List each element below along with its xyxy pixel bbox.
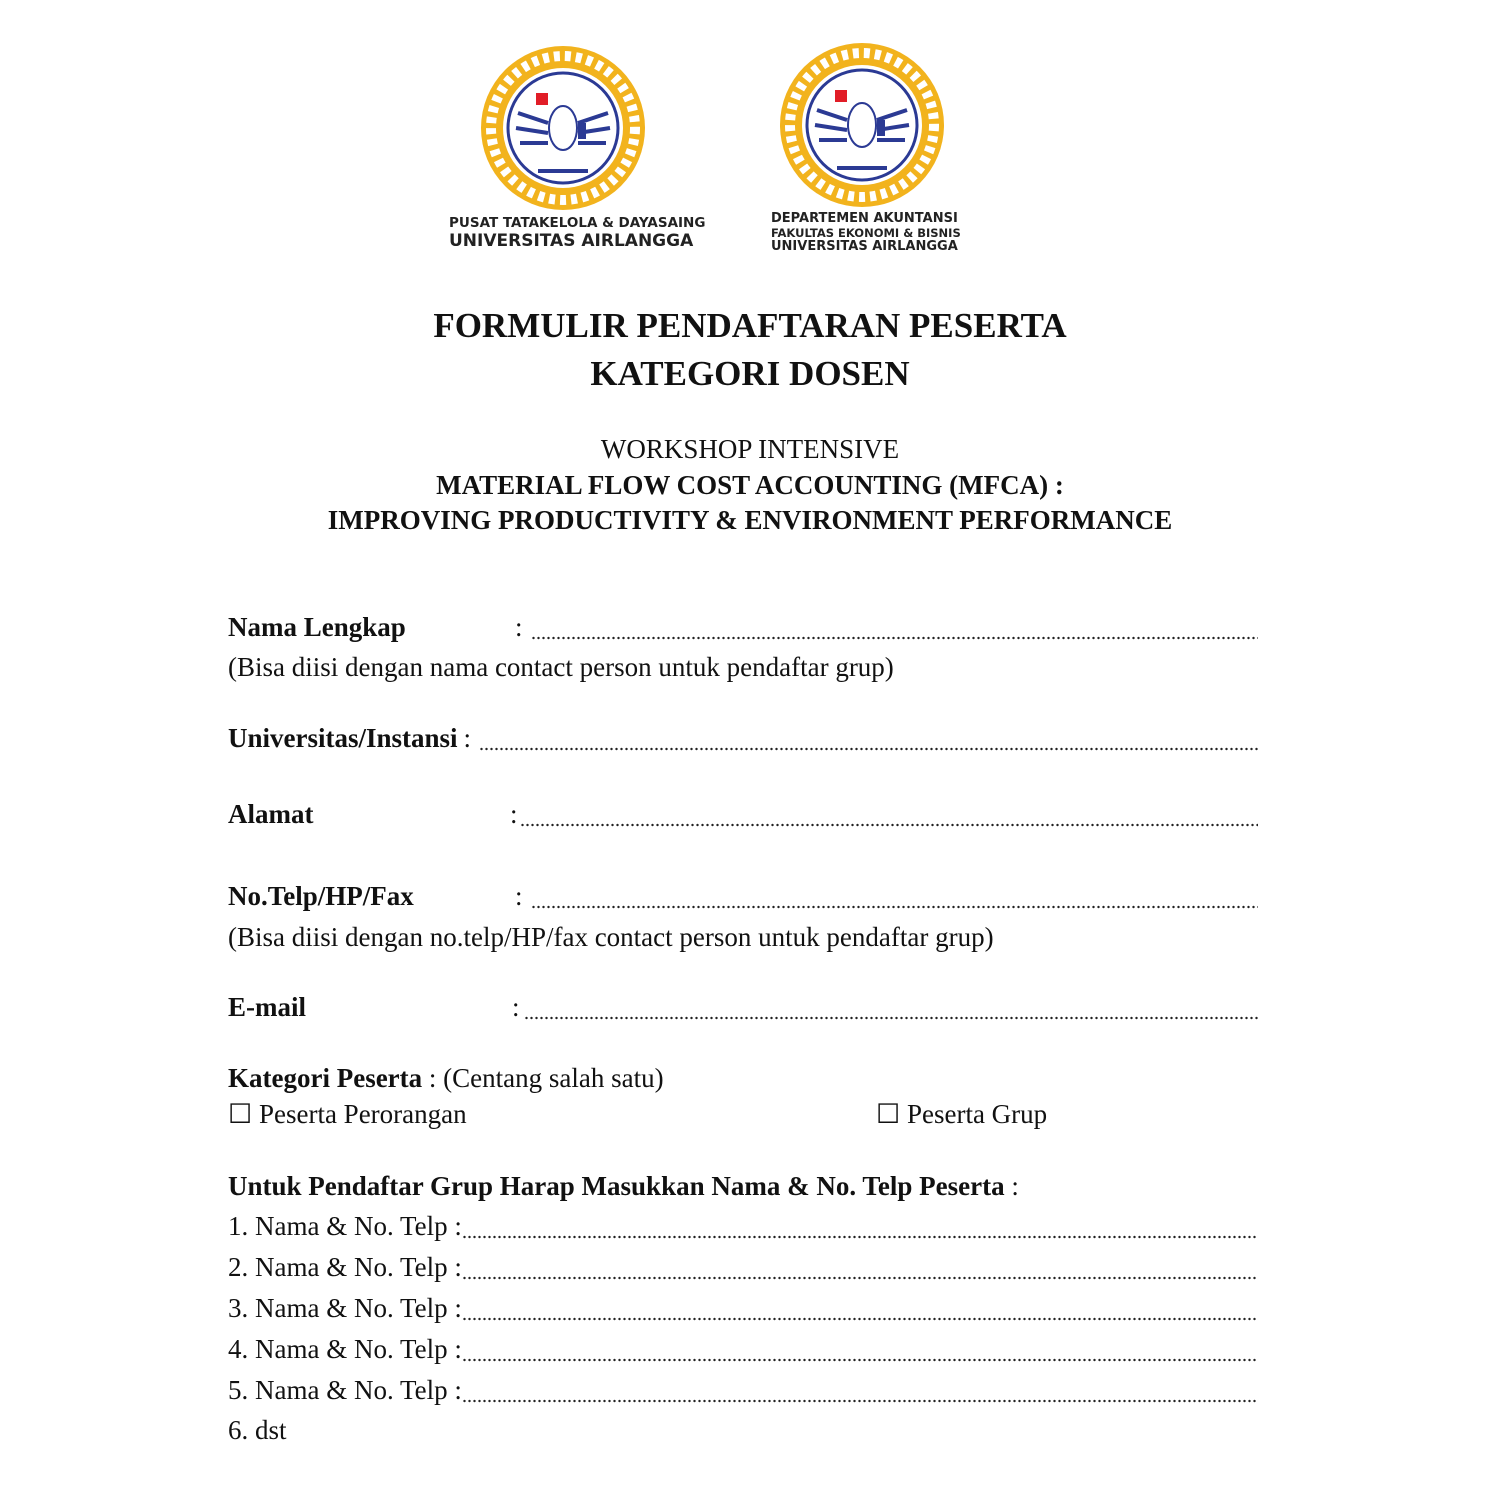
fill-in-dots[interactable] [531, 905, 1258, 909]
field-telp[interactable] [228, 881, 1258, 917]
field-nama-lengkap[interactable] [228, 612, 1258, 648]
caption-line: UNIVERSITAS AIRLANGGA [449, 230, 694, 251]
form-title: FORMULIR PENDAFTARAN PESERTA [433, 306, 1067, 345]
field-note: (Bisa diisi dengan nama contact person untuk pendaftar grup) [228, 652, 894, 682]
colon: : [515, 612, 523, 642]
option-label: Peserta Grup [906, 1099, 1048, 1129]
entry-label: 1. Nama & No. Telp : [228, 1211, 462, 1241]
logo-caption-right [771, 212, 961, 255]
option-peserta-grup[interactable] [876, 1099, 1047, 1130]
fill-in-dots[interactable] [524, 1016, 1258, 1020]
fill-in-dots[interactable] [462, 1235, 1258, 1239]
entry-label: 3. Nama & No. Telp : [228, 1293, 462, 1323]
entry-label: 5. Nama & No. Telp : [228, 1375, 462, 1405]
fill-in-dots[interactable] [462, 1358, 1258, 1362]
kategori-label: Kategori Peserta [228, 1063, 423, 1093]
field-note: (Bisa diisi dengan no.telp/HP/fax contact person untuk pendaftar grup) [228, 922, 994, 952]
university-seal-logo-left [478, 43, 648, 213]
grup-heading [228, 1171, 1019, 1202]
grup-entry-1[interactable] [228, 1211, 1258, 1247]
colon: : [515, 881, 523, 911]
field-label: No.Telp/HP/Fax [228, 881, 414, 911]
university-seal-logo-right [777, 40, 947, 210]
colon: : [463, 723, 472, 753]
fill-in-dots[interactable] [462, 1399, 1258, 1403]
checkbox-icon[interactable]: ☐ [876, 1099, 901, 1129]
fill-in-dots[interactable] [531, 636, 1258, 640]
field-label: Universitas/Instansi [228, 723, 458, 753]
field-label: E-mail [228, 992, 306, 1022]
kategori-heading [228, 1063, 664, 1094]
grup-entry-3[interactable] [228, 1293, 1258, 1329]
fill-in-dots[interactable] [520, 823, 1258, 827]
kategori-hint: : (Centang salah satu) [428, 1063, 664, 1093]
fill-in-dots[interactable] [479, 747, 1258, 751]
field-universitas[interactable] [228, 723, 1258, 759]
option-peserta-perorangan[interactable] [228, 1099, 467, 1130]
workshop-label: WORKSHOP INTENSIVE [600, 434, 900, 464]
option-label: Peserta Perorangan [258, 1099, 467, 1129]
colon: : [1011, 1171, 1019, 1201]
entry-label: 4. Nama & No. Telp : [228, 1334, 462, 1364]
grup-heading-text: Untuk Pendaftar Grup Harap Masukkan Nama & No. Telp Peserta [228, 1171, 1005, 1201]
grup-entry-etc: 6. dst [228, 1415, 287, 1445]
logo-caption-left [449, 216, 705, 251]
entry-label: 2. Nama & No. Telp : [228, 1252, 462, 1282]
field-label: Alamat [228, 799, 314, 829]
field-label: Nama Lengkap [228, 612, 406, 642]
checkbox-icon[interactable]: ☐ [228, 1099, 253, 1129]
colon: : [512, 992, 520, 1022]
grup-entry-5[interactable] [228, 1375, 1258, 1411]
caption-line: DEPARTEMEN AKUNTANSI [771, 211, 958, 226]
workshop-subtitle: IMPROVING PRODUCTIVITY & ENVIRONMENT PERFORMANCE [327, 505, 1173, 535]
field-email[interactable] [228, 992, 1258, 1028]
grup-entry-2[interactable] [228, 1252, 1258, 1288]
fill-in-dots[interactable] [462, 1276, 1258, 1280]
caption-line: PUSAT TATAKELOLA & DAYASAING [449, 215, 706, 231]
caption-line: UNIVERSITAS AIRLANGGA [771, 239, 958, 255]
grup-entry-4[interactable] [228, 1334, 1258, 1370]
caption-line: FAKULTAS EKONOMI & BISNIS [771, 225, 961, 240]
field-alamat[interactable] [228, 799, 1258, 835]
colon: : [510, 799, 518, 829]
form-category-title: KATEGORI DOSEN [590, 354, 910, 393]
workshop-title: MATERIAL FLOW COST ACCOUNTING (MFCA) : [436, 470, 1064, 500]
fill-in-dots[interactable] [462, 1317, 1258, 1321]
